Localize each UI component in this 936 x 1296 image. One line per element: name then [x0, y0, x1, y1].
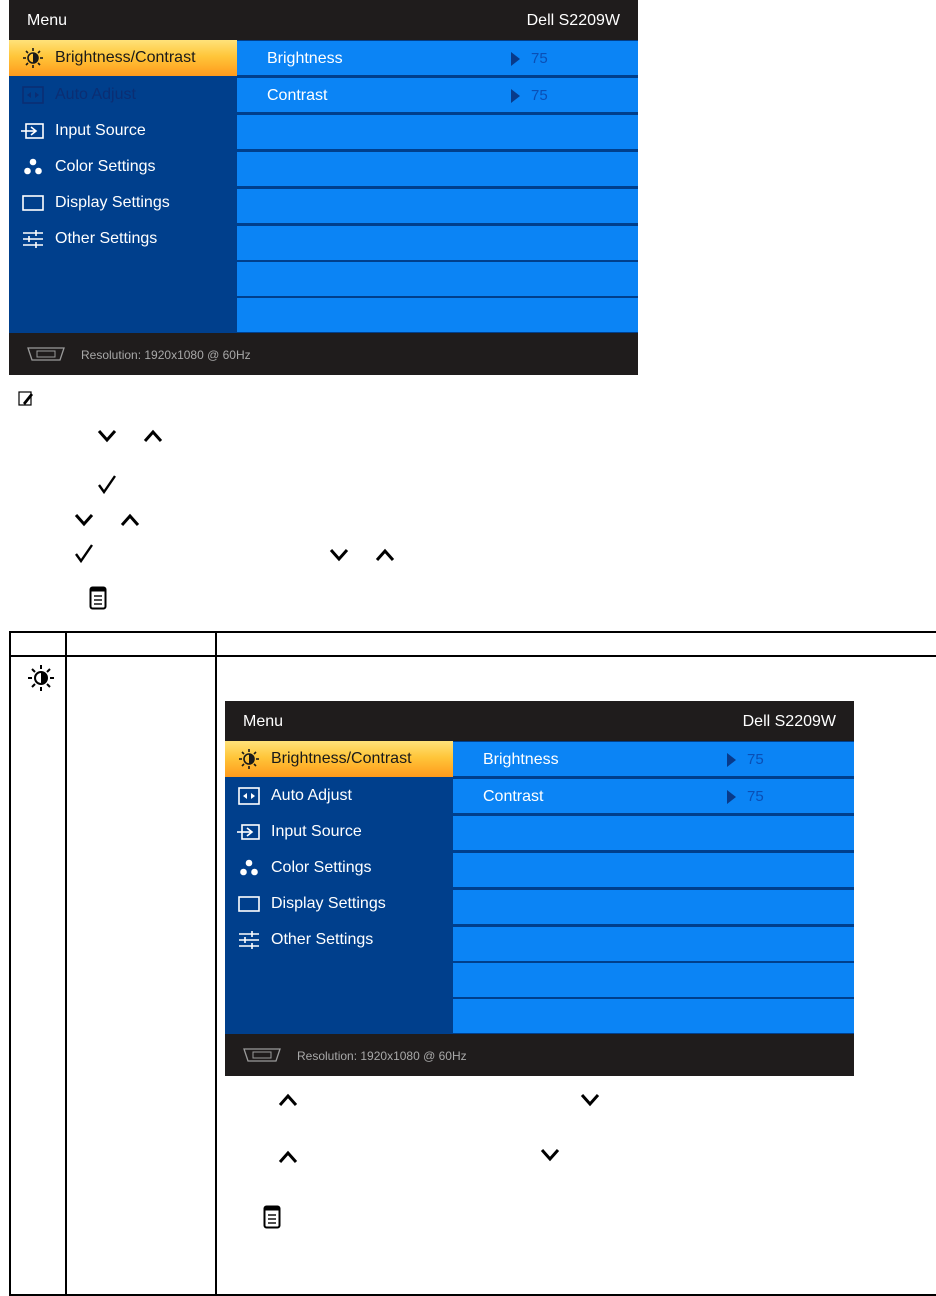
submenu-row-empty — [453, 963, 854, 997]
resolution-text: Resolution: 1920x1080 @ 60Hz — [81, 348, 251, 362]
submenu-row-brightness[interactable] — [237, 41, 638, 75]
vga-connector-icon — [241, 1047, 283, 1063]
row-value: 75 — [747, 788, 764, 805]
chevron-up-icon — [277, 1092, 299, 1108]
input-source-icon — [237, 822, 261, 842]
submenu-row-contrast[interactable] — [453, 779, 854, 813]
table-header-divider — [9, 655, 936, 657]
nav-label: Brightness/Contrast — [55, 49, 196, 66]
nav-label: Display Settings — [271, 895, 386, 912]
row-value: 75 — [747, 751, 764, 768]
nav-display-settings[interactable] — [225, 886, 453, 922]
menu-button-icon — [89, 586, 107, 610]
input-source-icon — [21, 121, 45, 141]
other-settings-icon — [237, 930, 261, 950]
color-settings-icon — [21, 157, 45, 177]
nav-label: Input Source — [271, 823, 362, 840]
chevron-down-icon — [73, 512, 95, 528]
submenu-row-empty — [237, 262, 638, 296]
nav-label: Color Settings — [271, 859, 372, 876]
nav-input-source[interactable] — [225, 814, 453, 850]
submenu-row-empty — [237, 189, 638, 223]
nav-label: Input Source — [55, 122, 146, 139]
auto-adjust-icon — [237, 786, 261, 806]
nav-label: Other Settings — [55, 230, 158, 247]
submenu-row-empty — [453, 816, 854, 850]
note-pencil-icon — [18, 391, 34, 407]
nav-color-settings[interactable] — [225, 850, 453, 886]
table-col-line — [215, 631, 217, 1296]
submenu-row-contrast[interactable] — [237, 78, 638, 112]
submenu-row-empty — [453, 999, 854, 1033]
osd-titlebar — [225, 701, 854, 741]
submenu-row-empty — [453, 853, 854, 887]
row-label: Brightness — [267, 50, 343, 67]
row-label: Brightness — [483, 751, 559, 768]
row-value: 75 — [531, 50, 548, 67]
chevron-down-icon — [579, 1092, 601, 1108]
row-value: 75 — [531, 87, 548, 104]
brightness-icon — [21, 48, 45, 68]
row-label: Contrast — [267, 87, 328, 104]
nav-brightness-contrast[interactable] — [225, 741, 453, 777]
nav-auto-adjust[interactable] — [225, 778, 453, 814]
nav-label: Auto Adjust — [271, 787, 352, 804]
osd-menu-title: Menu — [243, 713, 284, 730]
chevron-down-icon — [328, 547, 350, 563]
triangle-right-icon — [511, 89, 520, 103]
nav-label: Display Settings — [55, 194, 170, 211]
osd-menu-title: Menu — [27, 12, 68, 29]
nav-brightness-contrast[interactable] — [9, 40, 237, 76]
auto-adjust-icon — [21, 85, 45, 105]
osd-submenu — [237, 40, 638, 332]
osd-submenu — [453, 741, 854, 1033]
table-col-line — [9, 631, 11, 1296]
nav-label: Color Settings — [55, 158, 156, 175]
row-label: Contrast — [483, 788, 544, 805]
triangle-right-icon — [727, 790, 736, 804]
osd-model-name: Dell S2209W — [742, 713, 836, 730]
submenu-row-empty — [237, 298, 638, 332]
chevron-up-icon — [119, 512, 141, 528]
resolution-text: Resolution: 1920x1080 @ 60Hz — [297, 1049, 467, 1063]
display-settings-icon — [21, 193, 45, 213]
brightness-icon — [27, 664, 55, 692]
nav-label: Other Settings — [271, 931, 374, 948]
nav-label: Brightness/Contrast — [271, 750, 412, 767]
osd-nav — [225, 741, 453, 1033]
checkmark-icon — [96, 474, 118, 496]
submenu-row-empty — [237, 115, 638, 149]
other-settings-icon — [21, 229, 45, 249]
menu-button-icon — [263, 1205, 281, 1229]
osd-titlebar — [9, 0, 638, 40]
chevron-up-icon — [374, 547, 396, 563]
submenu-row-empty — [453, 927, 854, 961]
osd-nav — [9, 40, 237, 332]
color-settings-icon — [237, 858, 261, 878]
osd-model-name: Dell S2209W — [526, 12, 620, 29]
chevron-up-icon — [142, 428, 164, 444]
brightness-icon — [237, 749, 261, 769]
vga-connector-icon — [25, 346, 67, 362]
nav-color-settings[interactable] — [9, 149, 237, 185]
nav-display-settings[interactable] — [9, 185, 237, 221]
osd-footer — [225, 1034, 854, 1076]
triangle-right-icon — [511, 52, 520, 66]
osd-menu-top — [9, 0, 638, 375]
nav-other-settings[interactable] — [225, 922, 453, 958]
submenu-row-empty — [237, 152, 638, 186]
display-settings-icon — [237, 894, 261, 914]
submenu-row-empty — [453, 890, 854, 924]
chevron-down-icon — [539, 1147, 561, 1163]
table-col-line — [65, 631, 67, 1296]
osd-menu-bottom — [225, 701, 854, 1076]
submenu-row-empty — [237, 226, 638, 260]
osd-footer — [9, 333, 638, 375]
checkmark-icon — [73, 543, 95, 565]
chevron-up-icon — [277, 1149, 299, 1165]
table-border-top — [9, 631, 936, 633]
nav-other-settings[interactable] — [9, 221, 237, 257]
nav-auto-adjust[interactable] — [9, 77, 237, 113]
nav-input-source[interactable] — [9, 113, 237, 149]
nav-label: Auto Adjust — [55, 86, 136, 103]
submenu-row-brightness[interactable] — [453, 742, 854, 776]
triangle-right-icon — [727, 753, 736, 767]
chevron-down-icon — [96, 428, 118, 444]
